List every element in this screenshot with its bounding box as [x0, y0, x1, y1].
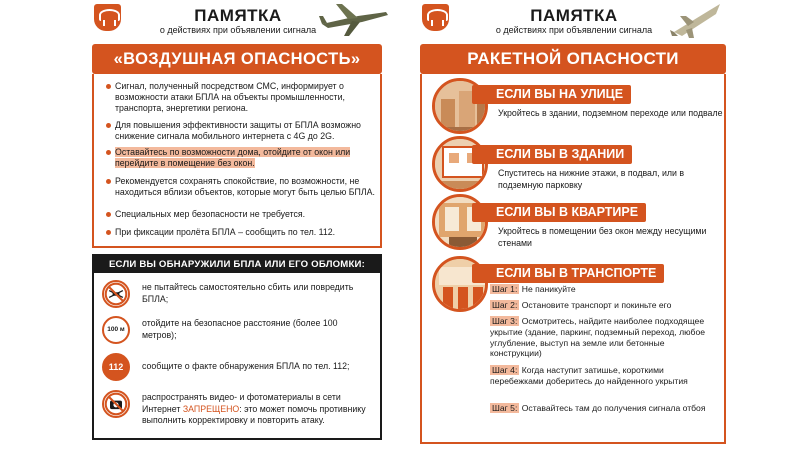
instruction-item-highlighted: [106, 147, 376, 169]
instruction-item: [106, 227, 376, 238]
instruction-text: Сигнал, полученный посредством СМС, информирует о возможности атаки БПЛА на объекты промышленности, транспорта, энергетики региона.: [115, 81, 345, 113]
instruction-item: [106, 81, 376, 114]
section-label: ЕСЛИ ВЫ В КВАРТИРЕ: [472, 203, 646, 222]
poster-title: ПАМЯТКА: [194, 6, 282, 25]
drone-found-header: ЕСЛИ ВЫ ОБНАРУЖИЛИ БПЛА ИЛИ ЕГО ОБЛОМКИ:: [94, 256, 380, 273]
bullet-icon: [106, 179, 111, 184]
drone-found-text: [142, 392, 372, 427]
instruction-text: Рекомендуется сохранять спокойствие, по возможности, не находиться вблизи объектов, которые могут быть целью БПЛА.: [115, 176, 375, 197]
bullet-icon: [106, 123, 111, 128]
missile-icon: [668, 0, 724, 40]
step-text: Остановите транспорт и покиньте его: [521, 300, 672, 310]
missile-alert-poster: [418, 0, 730, 450]
instruction-item: [106, 209, 376, 220]
alert-banner: РАКЕТНОЙ ОПАСНОСТИ: [420, 44, 726, 74]
forbid-text-before: распространять видео- и фотоматериалы в сети Интернет: [142, 392, 341, 414]
poster-subtitle: о действиях при объявлении сигнала: [495, 25, 653, 35]
drone-found-text: отойдите на безопасное расстояние (более 100 метров);: [142, 318, 338, 340]
instructions-frame: [420, 74, 726, 444]
poster-header: [418, 0, 730, 34]
bullet-icon: [106, 230, 111, 235]
drone-found-box: [92, 254, 382, 440]
instruction-text: При фиксации пролёта БПЛА – сообщить по тел. 112.: [115, 227, 336, 237]
distance-badge: 100 м: [107, 326, 125, 333]
step-text: Осмотритесь, найдите наиболее подходящее укрытие (здание, паркинг, подземный переход, любое углубление, выступ на земле или бетонные конструкции): [490, 316, 706, 359]
instruction-text: Оставайтесь по возможности дома, отойдите от окон или перейдите в помещение без окон.: [115, 147, 351, 168]
no-drone-icon: [102, 280, 130, 308]
bullet-icon: [106, 84, 111, 89]
poster-title: ПАМЯТКА: [530, 6, 618, 25]
no-camera-icon: [102, 390, 130, 418]
section-label: ЕСЛИ ВЫ В ЗДАНИИ: [472, 145, 632, 164]
forbidden-word: ЗАПРЕЩЕНО: [182, 403, 240, 414]
step-text: Оставайтесь там до получения сигнала отбоя: [521, 403, 706, 413]
instructions-frame: [92, 74, 382, 248]
drone-icon: [318, 2, 390, 38]
drone-found-text: сообщите о факте обнаружения БПЛА по тел. 112;: [142, 361, 350, 371]
bullet-icon: [106, 150, 111, 155]
step-text: Не паникуйте: [521, 284, 576, 294]
step-item: [490, 284, 714, 295]
bullet-icon: [106, 212, 111, 217]
phone-112-icon: [102, 353, 130, 381]
section-label: ЕСЛИ ВЫ НА УЛИЦЕ: [472, 85, 631, 104]
step-item: [490, 365, 714, 387]
step-item: [490, 300, 714, 311]
instruction-item: [106, 120, 376, 142]
instruction-text: Для повышения эффективности защиты от БПЛА возможно снижение сигнала мобильного интернета с 4G до 2G.: [115, 120, 361, 141]
step-tag: Шаг 3:: [492, 316, 518, 326]
section-text: Укройтесь в помещении без окон между несущими стенами: [498, 226, 707, 248]
section-text: Спуститесь на нижние этажи, в подвал, или в подземную парковку: [498, 168, 685, 190]
poster-subtitle: о действиях при объявлении сигнала: [159, 25, 317, 35]
phone-112-badge: 112: [108, 362, 124, 372]
step-item: [490, 403, 714, 414]
drone-found-text: не пытайтесь самостоятельно сбить или повредить БПЛА;: [142, 282, 354, 304]
step-tag: Шаг 1:: [492, 284, 518, 294]
poster-header: [86, 0, 390, 34]
step-tag: Шаг 5:: [492, 403, 518, 413]
step-text: Когда наступит затишье, короткими перебежками доберитесь до найденного укрытия: [490, 365, 688, 386]
distance-icon: [102, 316, 130, 344]
drone-alert-poster: [86, 0, 390, 450]
section-label: ЕСЛИ ВЫ В ТРАНСПОРТЕ: [472, 264, 664, 283]
step-item: [490, 316, 714, 359]
step-tag: Шаг 2:: [492, 300, 518, 310]
instruction-item: [106, 176, 376, 198]
forbid-text-after: : это может помочь противнику выполнить корректировку и повторить атаку.: [142, 403, 366, 425]
alert-banner: «ВОЗДУШНАЯ ОПАСНОСТЬ»: [92, 44, 382, 74]
instruction-text: Специальных мер безопасности не требуется.: [115, 209, 306, 219]
step-tag: Шаг 4:: [492, 365, 518, 375]
section-text: Укройтесь в здании, подземном переходе или подвале: [498, 108, 723, 118]
